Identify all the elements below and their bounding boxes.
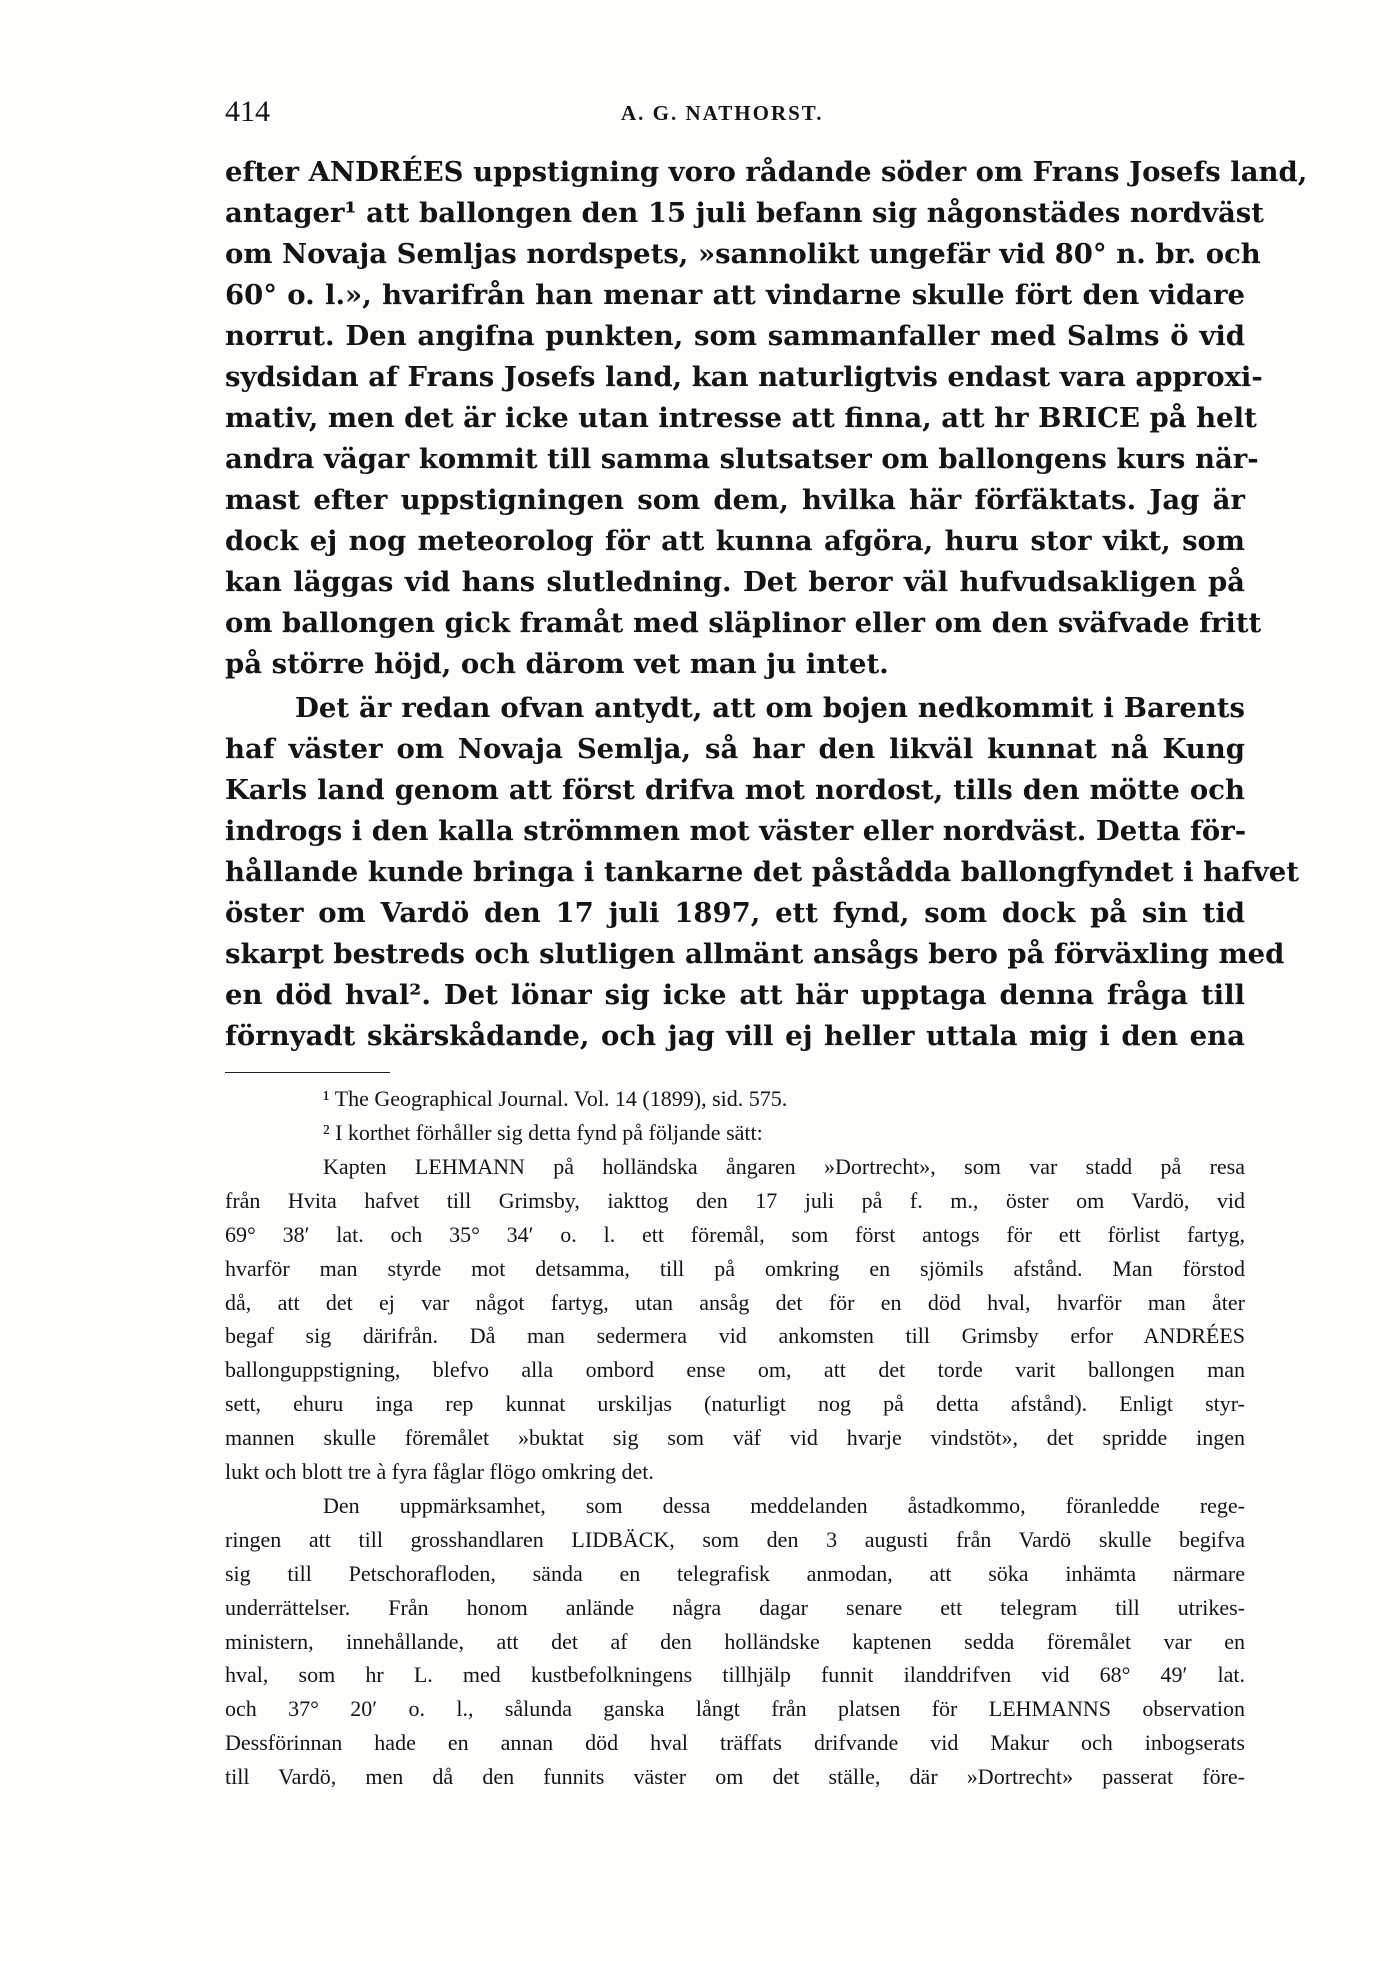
body-paragraph-1 <box>225 152 1308 685</box>
text-line: förnyadt skärskådande, och jag vill ej heller uttala mig i den ena <box>225 1020 1245 1052</box>
footnote-rule <box>225 1072 390 1073</box>
text-line: andra vägar kommit till samma slutsatser om ballongens kurs när- <box>225 443 1259 475</box>
footnote-line: mannen skulle föremålet »buktat sig som väf vid hvarje vindstöt», det spridde ingen <box>225 1425 1245 1451</box>
footnote-line: ringen att till grosshandlaren LIDBÄCK, som den 3 augusti från Vardö skulle begifva <box>225 1526 1245 1552</box>
text-line: sydsidan af Frans Josefs land, kan naturligtvis endast vara approxi- <box>225 361 1263 393</box>
footnote-line: ministern, innehållande, att det af den holländske kaptenen sedda föremålet var en <box>225 1628 1245 1654</box>
footnote-line: och 37° 20′ o. l., sålunda ganska långt från platsen för LEHMANNS observation <box>225 1696 1245 1722</box>
text-line: haf väster om Novaja Semlja, så har den likväl kunnat nå Kung <box>225 733 1245 765</box>
footnote-line: lukt och blott tre à fyra fåglar flögo omkring det. <box>225 1459 654 1485</box>
footnote-line: ¹ The Geographical Journal. Vol. 14 (1899), sid. 575. <box>323 1086 788 1111</box>
footnote-line: sett, ehuru inga rep kunnat urskiljas (naturligt nog på detta afstånd). Enligt styr- <box>225 1391 1245 1417</box>
footnote-2-intro <box>225 1116 1245 1150</box>
footnote-line: hvarför man styrde mot detsamma, till på omkring en sjömils afstånd. Man förstod <box>225 1255 1245 1281</box>
text-line: skarpt bestreds och slutligen allmänt ansågs bero på förväxling med <box>225 938 1285 970</box>
running-head: A. G. NATHORST. <box>621 101 824 125</box>
text-line: indrogs i den kalla strömmen mot väster eller nordväst. Detta för- <box>225 815 1247 847</box>
page-header <box>225 95 1245 135</box>
footnote-line: begaf sig därifrån. Då man sedermera vid ankomsten till Grimsby erfor ANDRÉES <box>225 1323 1245 1349</box>
text-line: kan läggas vid hans slutledning. Det beror väl hufvudsakligen på <box>225 566 1245 598</box>
text-line: efter ANDRÉES uppstigning voro rådande söder om Frans Josefs land, <box>225 156 1308 188</box>
text-line: på större höjd, och därom vet man ju intet. <box>225 648 889 680</box>
text-line: Det är redan ofvan antydt, att om bojen nedkommit i Barents <box>295 692 1245 724</box>
page-number: 414 <box>225 95 270 128</box>
text-line: 60° o. l.», hvarifrån han menar att vindarne skulle fört den vidare <box>225 279 1245 311</box>
footnote-2-paragraph-2 <box>225 1489 1245 1794</box>
footnote-line: 69° 38′ lat. och 35° 34′ o. l. ett föremål, som först antogs för ett förlist fartyg, <box>225 1221 1245 1247</box>
footnote-2-paragraph-1 <box>225 1150 1245 1489</box>
footnote-line: hval, som hr L. med kustbefolkningens tillhjälp funnit ilanddrifven vid 68° 49′ lat. <box>225 1662 1245 1688</box>
footnote-line: sig till Petschorafloden, sända en telegrafisk anmodan, att söka inhämta närmare <box>225 1560 1245 1586</box>
footnote-line: ² I korthet förhåller sig detta fynd på följande sätt: <box>323 1120 763 1145</box>
footnote-line: Dessförinnan hade en annan död hval träffats drifvande vid Makur och inbogserats <box>225 1730 1245 1756</box>
text-line: en död hval². Det lönar sig icke att här upptaga denna fråga till <box>225 979 1245 1011</box>
text-line: Karls land genom att först drifva mot nordost, tills den mötte och <box>225 774 1245 806</box>
text-line: antager¹ att ballongen den 15 juli befann sig någonstädes nordväst <box>225 197 1264 229</box>
text-line: mativ, men det är icke utan intresse att finna, att hr BRICE på helt <box>225 402 1257 434</box>
text-line: om Novaja Semljas nordspets, »sannolikt ungefär vid 80° n. br. och <box>225 238 1261 270</box>
footnote-line: då, att det ej var något fartyg, utan ansåg det för en död hval, hvarför man åter <box>225 1289 1245 1315</box>
text-line: öster om Vardö den 17 juli 1897, ett fynd, som dock på sin tid <box>225 897 1245 929</box>
text-line: norrut. Den angifna punkten, som sammanfaller med Salms ö vid <box>225 320 1245 352</box>
text-line: dock ej nog meteorolog för att kunna afgöra, huru stor vikt, som <box>225 525 1245 557</box>
footnote-1 <box>225 1082 1245 1116</box>
footnote-line: Kapten LEHMANN på holländska ångaren »Dortrecht», som var stadd på resa <box>323 1154 1245 1179</box>
footnote-line: Den uppmärksamhet, som dessa meddelanden åstadkommo, föranledde rege- <box>323 1493 1245 1518</box>
footnote-line: underrättelser. Från honom anlände några dagar senare ett telegram till utrikes- <box>225 1594 1245 1620</box>
text-line: om ballongen gick framåt med släplinor eller om den sväfvade fritt <box>225 607 1262 639</box>
body-paragraph-2 <box>225 688 1299 1057</box>
footnote-line: ballonguppstigning, blefvo alla ombord ense om, att det torde varit ballongen man <box>225 1357 1245 1383</box>
text-line: hållande kunde bringa i tankarne det påstådda ballongfyndet i hafvet <box>225 856 1299 888</box>
footnote-line: från Hvita hafvet till Grimsby, iakttog den 17 juli på f. m., öster om Vardö, vid <box>225 1187 1245 1213</box>
footnote-line: till Vardö, men då den funnits väster om det ställe, där »Dortrecht» passerat före- <box>225 1764 1245 1790</box>
text-line: mast efter uppstigningen som dem, hvilka här förfäktats. Jag är <box>225 484 1245 516</box>
